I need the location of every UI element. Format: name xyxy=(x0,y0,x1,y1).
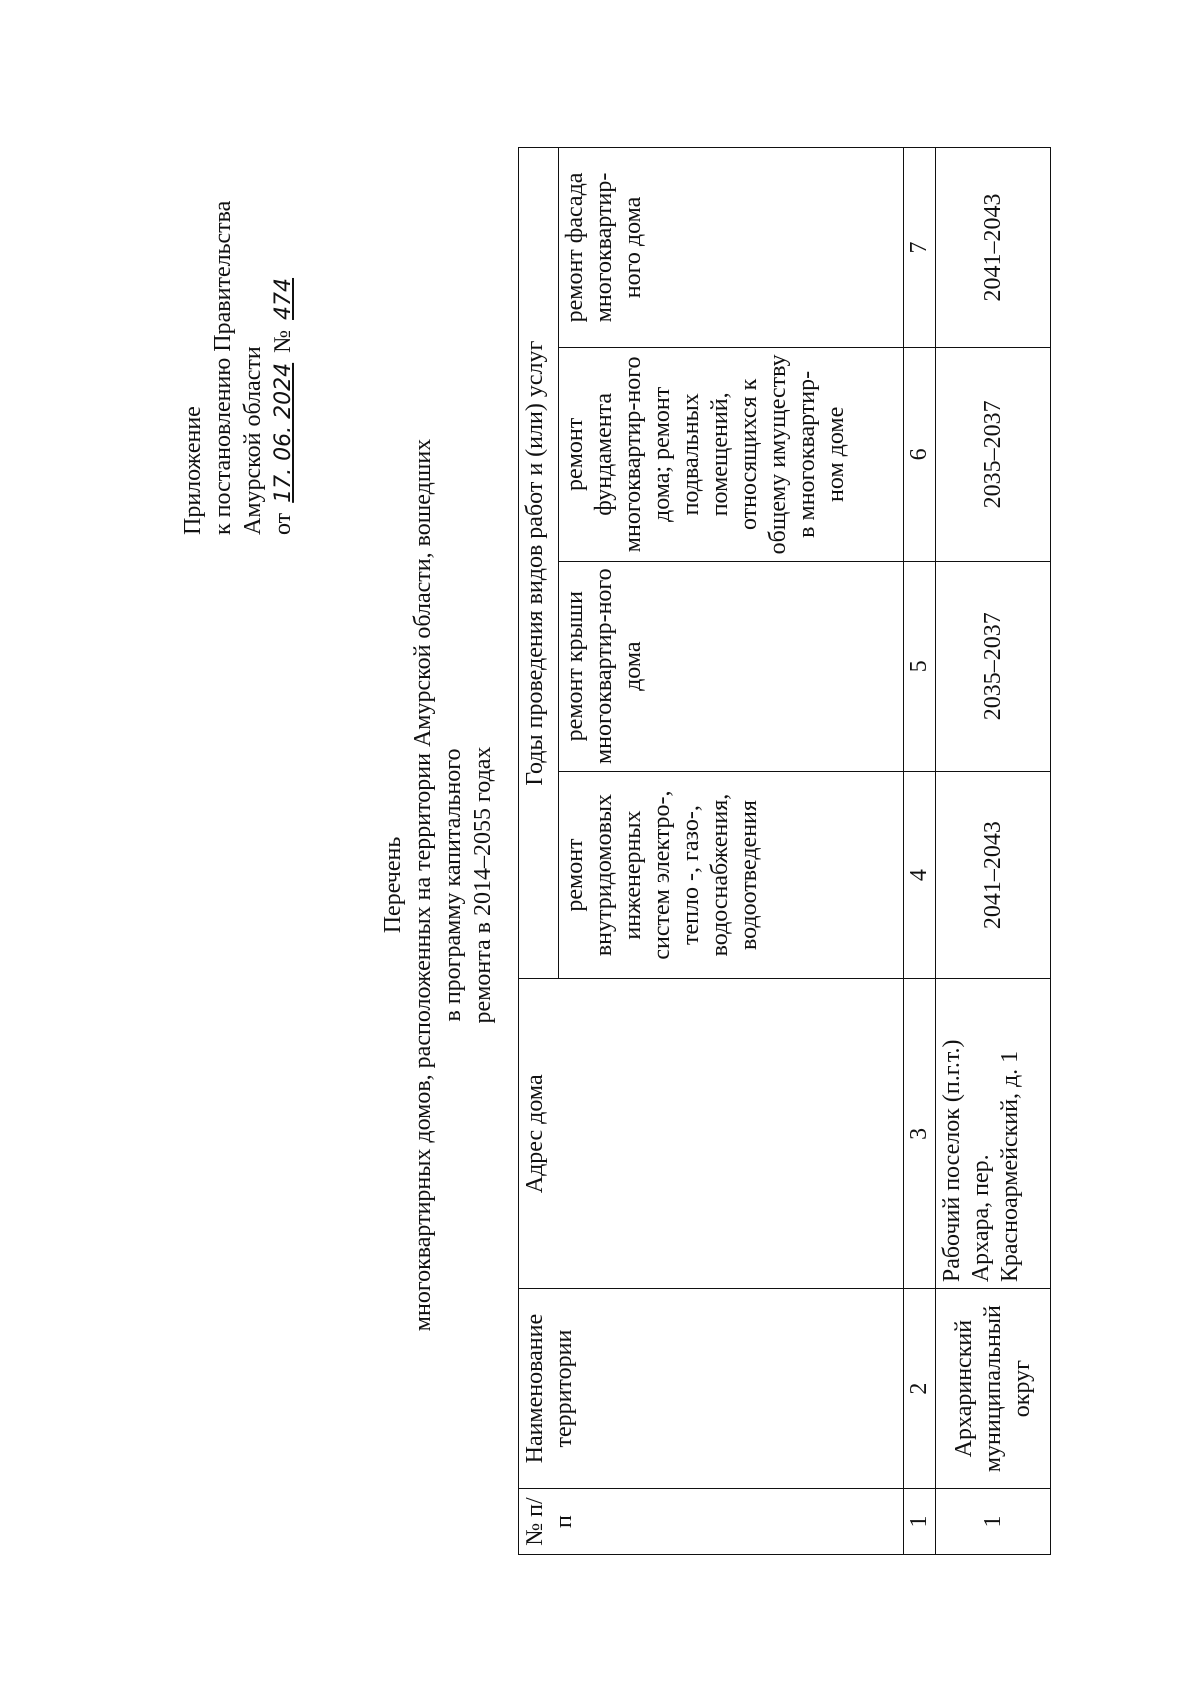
header-engineering-systems: ремонт внутридомовых инженерных систем электро-, тепло -, газо-, водоснабжения, водоотведения xyxy=(558,771,903,979)
column-number: 1 xyxy=(904,1489,936,1555)
document-title xyxy=(378,435,498,1335)
cell-roof-years: 2035–2037 xyxy=(936,561,1051,771)
cell-engineering-years: 2041–2043 xyxy=(936,771,1051,979)
table-row xyxy=(936,148,1051,1555)
header-roof: ремонт крыши многоквартир-ного дома xyxy=(558,561,903,771)
cell-number: 1 xyxy=(936,1489,1051,1555)
appendix-block xyxy=(178,201,299,535)
cell-foundation-years: 2035–2037 xyxy=(936,347,1051,561)
cell-territory: Архаринский муниципальный округ xyxy=(936,1289,1051,1489)
header-facade: ремонт фасада многоквартир-ного дома xyxy=(558,148,903,348)
appendix-line-1: Приложение xyxy=(180,406,206,535)
appendix-line-3: Амурской области xyxy=(240,346,266,535)
column-number: 5 xyxy=(904,561,936,771)
appendix-line-2: к постановлению Правительства xyxy=(210,200,236,535)
header-years-group: Годы проведения видов работ и (или) услуг xyxy=(519,148,559,980)
title-line-3: ремонта в 2014–2055 годах xyxy=(470,746,496,1024)
title-line-1: Перечень xyxy=(380,836,406,934)
number-prefix: № xyxy=(270,329,296,353)
column-number: 2 xyxy=(904,1289,936,1489)
column-number: 7 xyxy=(904,148,936,348)
date-prefix: от xyxy=(270,512,296,535)
cell-address: Рабочий поселок (п.г.т.) Архара, пер. Красноармейский, д. 1 xyxy=(936,979,1051,1289)
cell-facade-years: 2041–2043 xyxy=(936,148,1051,348)
appendix-date-line xyxy=(268,201,299,535)
column-number: 4 xyxy=(904,771,936,979)
column-number: 3 xyxy=(904,979,936,1289)
title-line-2: многоквартирных домов, расположенных на территории Амурской области, вошедших в программу капитального xyxy=(410,438,466,1332)
header-territory: Наименование территории xyxy=(519,1289,904,1489)
column-numbers-row xyxy=(904,148,936,1555)
houses-table xyxy=(518,147,1051,1555)
column-number: 6 xyxy=(904,347,936,561)
header-foundation: ремонт фундамента многоквартир-ного дома; ремонт подвальных помещений, относящихся к общему имуществу в многоквартир-ном доме xyxy=(558,347,903,561)
header-address: Адрес дома xyxy=(519,979,904,1289)
handwritten-date: 17. 06. 2024 xyxy=(271,362,296,503)
header-row-1 xyxy=(519,148,559,1555)
handwritten-number: 474 xyxy=(271,277,296,320)
header-number: № п/п xyxy=(519,1489,904,1555)
